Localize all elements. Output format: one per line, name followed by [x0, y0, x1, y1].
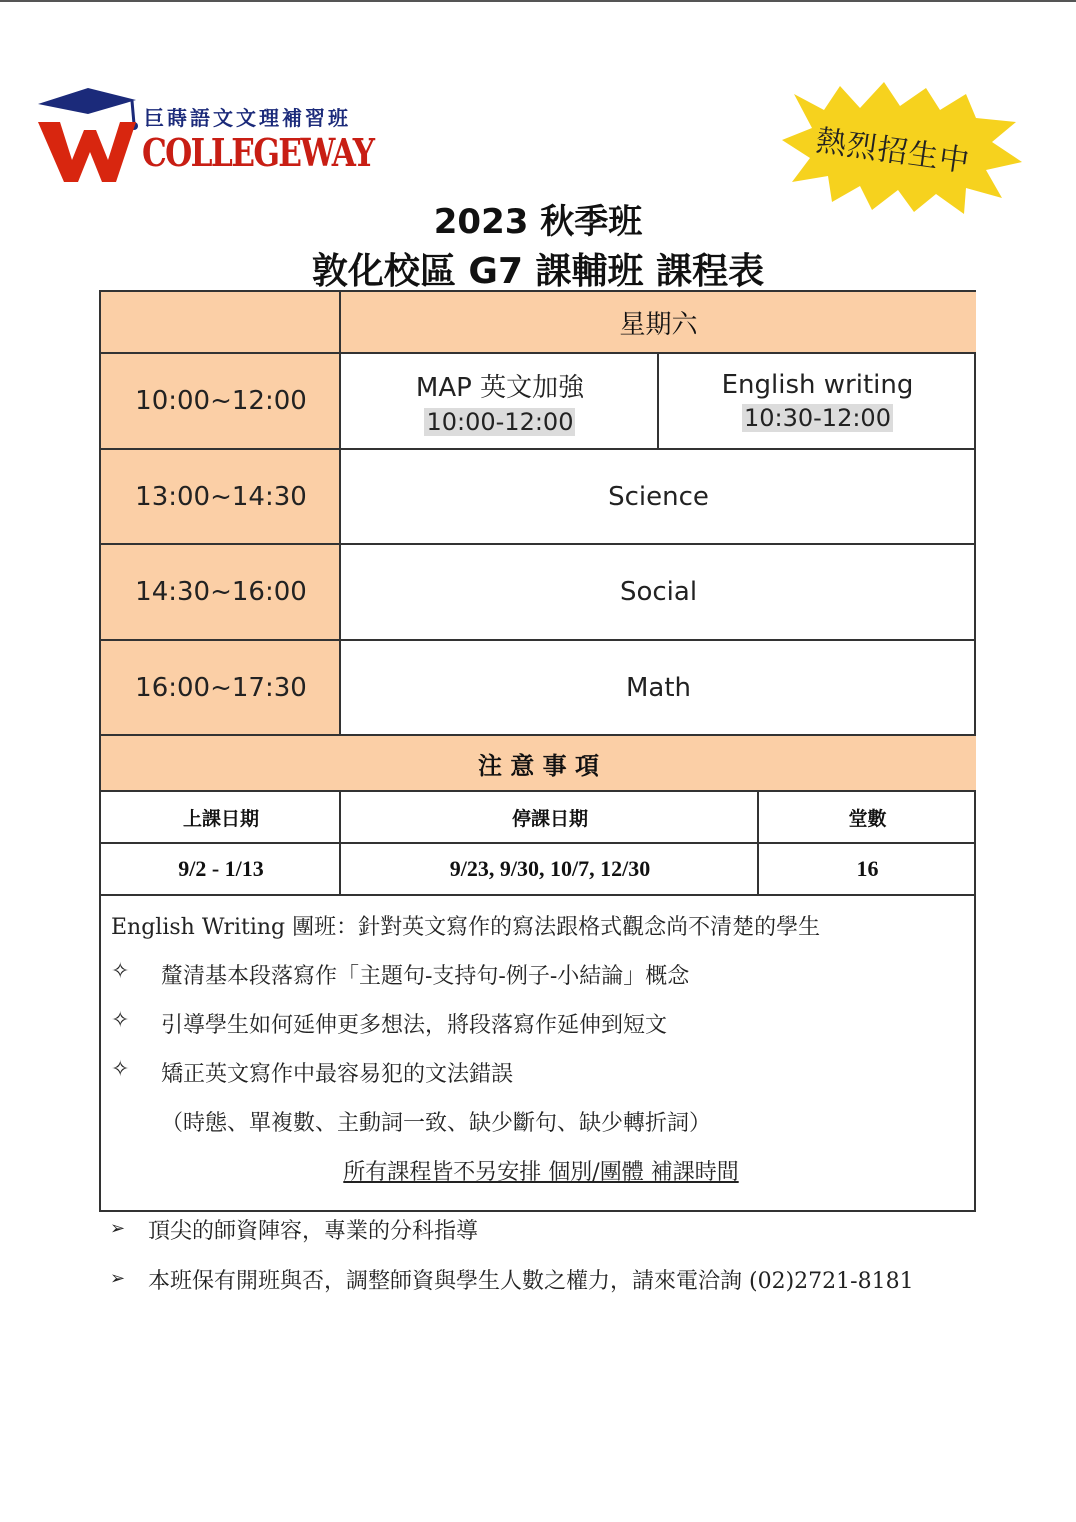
col-class-dates: 上課日期 — [182, 807, 259, 830]
grid-line — [757, 791, 759, 895]
grid-line — [101, 894, 976, 896]
grid-line — [101, 734, 976, 736]
grid-line — [101, 448, 976, 450]
col-session-count: 堂數 — [848, 807, 887, 830]
grid-line — [339, 791, 341, 895]
time-slot-3: 14:30~16:00 — [101, 544, 341, 640]
note-detail: （時態、單複數、主動詞一致、缺少斷句、缺少轉折詞） — [161, 1111, 712, 1136]
course-name: MAP 英文加強 — [415, 372, 585, 403]
time-slot-4: 16:00~17:30 — [101, 640, 341, 735]
col-suspended-dates: 停課日期 — [511, 807, 588, 830]
collegeway-logo — [36, 86, 396, 186]
grid-line — [101, 639, 976, 641]
grid-line — [339, 292, 341, 735]
grid-line — [657, 353, 659, 449]
arrow-bullet-icon: ➢ — [110, 1268, 126, 1289]
value-session-count: 16 — [856, 856, 879, 881]
time-slot-1: 10:00~12:00 — [101, 353, 341, 449]
grid-line — [101, 352, 976, 354]
value-suspended-dates: 9/23, 9/30, 10/7, 12/30 — [449, 856, 651, 881]
sparkle-icon: ✧ — [111, 1057, 130, 1082]
logo-english-name: COLLEGEWAY — [142, 130, 374, 175]
graduation-cap-w-icon — [36, 86, 146, 186]
page-title-schedule: 敦化校區 G7 課輔班 課程表 — [311, 251, 765, 292]
schedule-table: 星期六 10:00~12:00 13:00~14:30 14:30~16:00 16:00~17:30 MAP 英文加強 10:00-12:00 English writing 10:30-12:00 Science Social Math 注 意 事 項 上課日期 停課日期 堂數 9/2 - 1/13 9/23, 9/30, 10/7, 12/30 16 English Writing 團班：針對英文寫作的寫法跟格式觀念尚不清楚的學生 ✧ 釐清基本段落寫作「主題句-支持句-例子-小結論」概念 ✧ 引導學生如何延伸更多想法，將段落寫作延伸到短文 ✧ 矯正英文寫作中最容易犯的文法錯誤 （時態、單複數、主動詞一致、缺少斷句、缺少轉折詞） 所有課程皆不另安排 個別/團體 補課時間 — [99, 290, 976, 1212]
notice-header: 注 意 事 項 — [101, 735, 976, 791]
logo-chinese-name: 巨蒔語文文理補習班 — [144, 106, 351, 130]
top-border-line — [0, 0, 1076, 2]
badge-text: 熱烈招生中 — [813, 123, 973, 180]
page-title-season: 2023 秋季班 — [433, 202, 643, 242]
course-science: Science — [608, 481, 709, 512]
notes-intro: English Writing 團班：針對英文寫作的寫法跟格式觀念尚不清楚的學生 — [111, 915, 821, 940]
note-footer: 所有課程皆不另安排 個別/團體 補課時間 — [343, 1160, 739, 1185]
course-social: Social — [619, 577, 698, 607]
course-math: Math — [625, 672, 692, 703]
grid-line — [101, 790, 976, 792]
course-name: English writing — [721, 370, 914, 400]
grid-line — [101, 543, 976, 545]
sparkle-icon: ✧ — [111, 1008, 130, 1033]
arrow-bullet-icon: ➢ — [110, 1218, 126, 1239]
course-map-english — [341, 353, 659, 449]
time-slot-2: 13:00~14:30 — [101, 449, 341, 544]
value-class-dates: 9/2 - 1/13 — [178, 856, 264, 881]
sparkle-icon: ✧ — [111, 959, 130, 984]
grid-line — [101, 842, 976, 844]
course-english-writing — [659, 353, 976, 449]
corner-cell — [101, 292, 341, 353]
course-time: 10:30-12:00 — [743, 404, 891, 432]
day-header: 星期六 — [341, 292, 976, 353]
course-time: 10:00-12:00 — [426, 407, 574, 436]
